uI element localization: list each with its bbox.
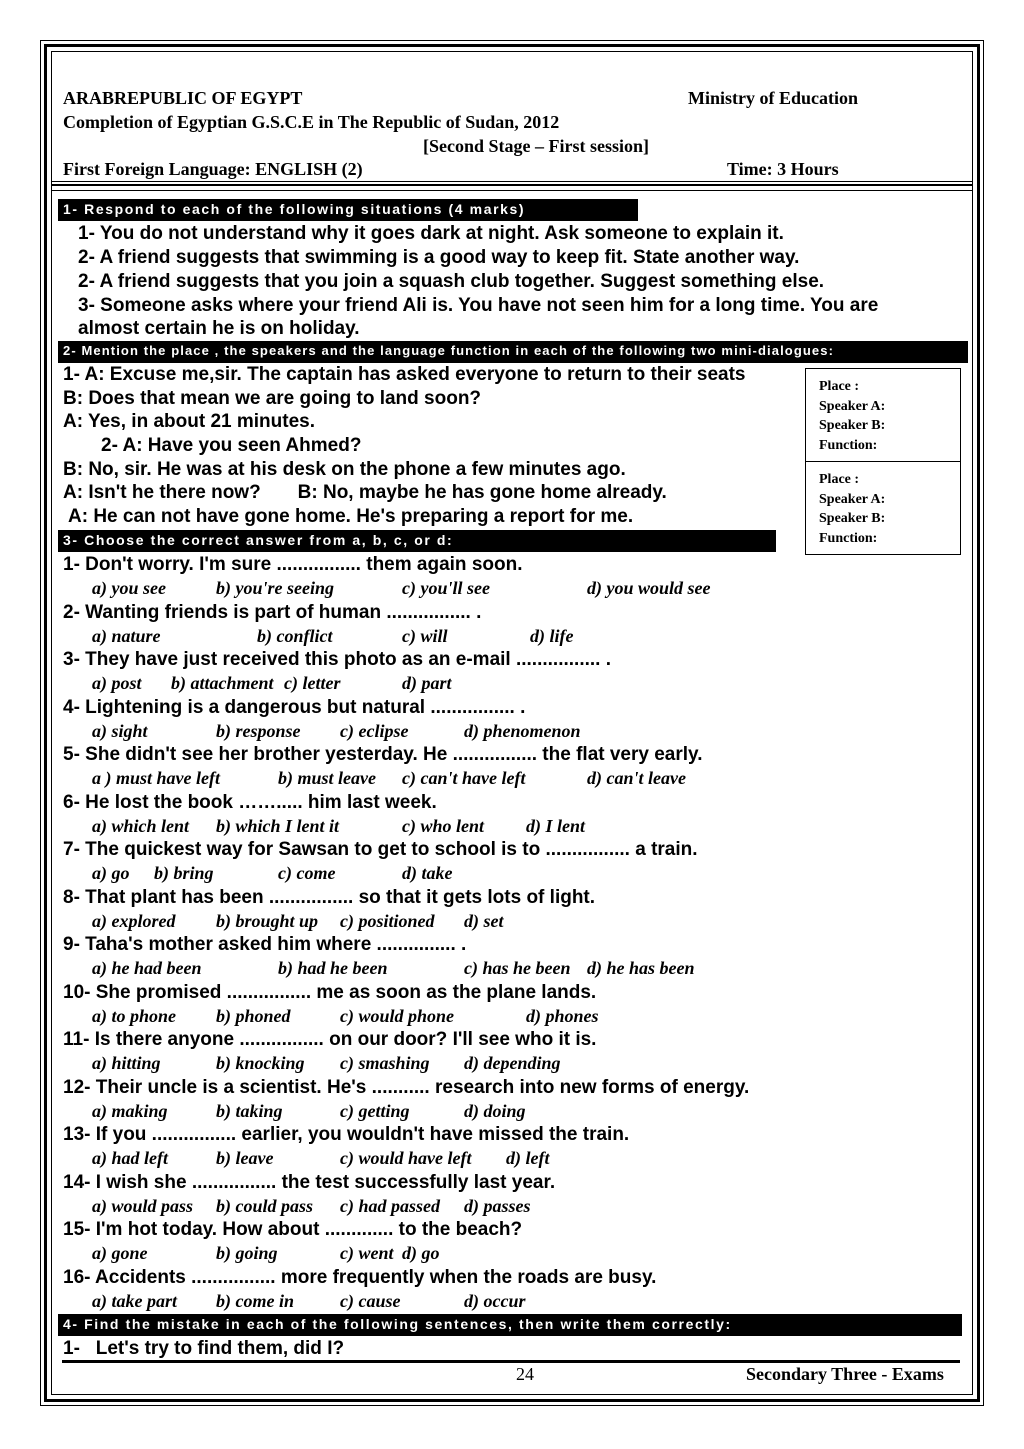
box1-speaker-b-label: Speaker B: bbox=[819, 418, 886, 433]
box1-place-label: Place : bbox=[819, 379, 860, 394]
q3-question-10-option-c: c) would phone bbox=[340, 1006, 455, 1026]
header-divider-2 bbox=[51, 184, 973, 186]
box2-function-label: Function: bbox=[819, 531, 878, 546]
q3-question-14-option-d: d) passes bbox=[464, 1196, 531, 1216]
box2-speaker-b-label: Speaker B: bbox=[819, 511, 886, 526]
q3-question-10-option-b: b) phoned bbox=[216, 1006, 291, 1026]
q3-question-15-option-b: b) going bbox=[216, 1243, 278, 1263]
q3-question-9-option-b: b) had he been bbox=[278, 958, 388, 978]
q3-question-9: 9- Taha's mother asked him where ............... . bbox=[63, 934, 467, 955]
q3-question-6-option-d: d) I lent bbox=[526, 816, 586, 836]
q3-question-13-option-d: d) left bbox=[506, 1148, 550, 1168]
header-ministry: Ministry of Education bbox=[688, 88, 859, 108]
q2-dialogue-1-line-1: 1- A: Excuse me,sir. The captain has asked everyone to return to their seats bbox=[63, 364, 746, 385]
q2-dialogue-1-line-3: A: Yes, in about 21 minutes. bbox=[63, 411, 315, 432]
q1-item-4: 3- Someone asks where your friend Ali is. You have not seen him for a long time. You are bbox=[78, 295, 879, 316]
q3-question-6-option-c: c) who lent bbox=[402, 816, 485, 836]
q1-heading: 1- Respond to each of the following situations (4 marks) bbox=[58, 199, 638, 221]
q3-question-12-option-b: b) taking bbox=[216, 1101, 283, 1121]
q3-heading: 3- Choose the correct answer from a, b, c, or d: bbox=[58, 530, 776, 552]
q3-question-6: 6- He lost the book ……..... him last week. bbox=[63, 792, 437, 813]
q3-question-1-option-c: c) you'll see bbox=[402, 578, 490, 598]
q3-question-4: 4- Lightening is a dangerous but natural ................ . bbox=[63, 697, 526, 718]
q3-question-16-option-a: a) take part bbox=[92, 1291, 177, 1311]
q3-question-8-option-d: d) set bbox=[464, 911, 504, 931]
q3-question-6-option-b: b) which I lent it bbox=[216, 816, 340, 836]
q3-question-2-option-b: b) conflict bbox=[257, 626, 333, 646]
q3-question-3-option-b: b) attachment bbox=[171, 673, 274, 693]
q3-question-3: 3- They have just received this photo as an e-mail ................ . bbox=[63, 649, 611, 670]
q3-question-15-option-c: c) went bbox=[340, 1243, 394, 1263]
q3-question-10: 10- She promised ................ me as soon as the plane lands. bbox=[63, 982, 597, 1003]
q3-question-7-option-b: b) bring bbox=[154, 863, 214, 883]
q3-question-13-option-a: a) had left bbox=[92, 1148, 168, 1168]
q3-question-7-option-d: d) take bbox=[402, 863, 453, 883]
q3-question-15-option-d: d) go bbox=[402, 1243, 440, 1263]
q3-question-1: 1- Don't worry. I'm sure ................ them again soon. bbox=[63, 554, 523, 575]
q2-answer-box-2 bbox=[805, 461, 961, 555]
q3-question-15-option-a: a) gone bbox=[92, 1243, 148, 1263]
q3-question-5-option-c: c) can't have left bbox=[402, 768, 526, 788]
q3-question-5-option-a: a ) must have left bbox=[92, 768, 220, 788]
q1-item-3: 2- A friend suggests that you join a squash club together. Suggest something else. bbox=[78, 271, 825, 292]
q3-question-2-option-a: a) nature bbox=[92, 626, 161, 646]
q2-dialogue-1-line-2: B: Does that mean we are going to land soon? bbox=[63, 388, 482, 409]
q3-question-8: 8- That plant has been ................ so that it gets lots of light. bbox=[63, 887, 596, 908]
q3-question-3-option-a: a) post bbox=[92, 673, 142, 693]
q2-dialogue-2-line-2: B: No, sir. He was at his desk on the phone a few minutes ago. bbox=[63, 459, 626, 480]
q3-question-1-option-b: b) you're seeing bbox=[216, 578, 334, 598]
page-number: 24 bbox=[516, 1364, 534, 1384]
q3-question-11-option-c: c) smashing bbox=[340, 1053, 430, 1073]
q3-question-1-option-a: a) you see bbox=[92, 578, 166, 598]
q3-question-12-option-d: d) doing bbox=[464, 1101, 526, 1121]
q2-dialogue-2-line-4: A: He can not have gone home. He's preparing a report for me. bbox=[68, 506, 634, 527]
q3-question-8-option-a: a) explored bbox=[92, 911, 176, 931]
q3-question-13-option-b: b) leave bbox=[216, 1148, 274, 1168]
q2-heading: 2- Mention the place , the speakers and the language function in each of the following two mini-dialogues: bbox=[58, 341, 968, 363]
header-country: ARABREPUBLIC OF EGYPT bbox=[63, 88, 303, 108]
header-exam-title: Completion of Egyptian G.S.C.E in The Republic of Sudan, 2012 bbox=[63, 112, 560, 132]
footer-series: Secondary Three - Exams bbox=[746, 1364, 944, 1384]
q1-item-4-continued: almost certain he is on holiday. bbox=[78, 318, 360, 339]
q3-question-4-option-b: b) response bbox=[216, 721, 301, 741]
q1-item-1: 1- You do not understand why it goes dark at night. Ask someone to explain it. bbox=[78, 223, 784, 244]
q3-question-12-option-c: c) getting bbox=[340, 1101, 410, 1121]
q3-question-8-option-b: b) brought up bbox=[216, 911, 319, 931]
q3-question-16-option-c: c) cause bbox=[340, 1291, 401, 1311]
q3-question-9-option-d: d) he has been bbox=[587, 958, 695, 978]
q3-question-3-option-d: d) part bbox=[402, 673, 452, 693]
q3-question-2-option-c: c) will bbox=[402, 626, 448, 646]
header-time: Time: 3 Hours bbox=[727, 159, 839, 179]
q1-item-2: 2- A friend suggests that swimming is a good way to keep fit. State another way. bbox=[78, 247, 800, 268]
q3-question-9-option-a: a) he had been bbox=[92, 958, 202, 978]
q3-question-15: 15- I'm hot today. How about ............. to the beach? bbox=[63, 1219, 523, 1240]
q3-question-11-option-b: b) knocking bbox=[216, 1053, 305, 1073]
q4-heading: 4- Find the mistake in each of the following sentences, then write them correctly: bbox=[58, 1314, 962, 1336]
q3-question-11-option-d: d) depending bbox=[464, 1053, 561, 1073]
q3-question-8-option-c: c) positioned bbox=[340, 911, 435, 931]
q3-question-7: 7- The quickest way for Sawsan to get to school is to ................ a train. bbox=[63, 839, 698, 860]
box2-place-label: Place : bbox=[819, 472, 860, 487]
q2-dialogue-2-line-3: A: Isn't he there now? B: No, maybe he has gone home already. bbox=[63, 482, 667, 503]
q3-question-7-option-a: a) go bbox=[92, 863, 130, 883]
q3-question-13-option-c: c) would have left bbox=[340, 1148, 472, 1168]
q3-question-9-option-c: c) has he been bbox=[464, 958, 571, 978]
q3-question-14-option-c: c) had passed bbox=[340, 1196, 440, 1216]
q2-answer-box-1 bbox=[805, 368, 961, 462]
q3-question-14-option-b: b) could pass bbox=[216, 1196, 314, 1216]
q3-question-4-option-d: d) phenomenon bbox=[464, 721, 581, 741]
q3-question-3-option-c: c) letter bbox=[284, 673, 341, 693]
box1-function-label: Function: bbox=[819, 438, 878, 453]
header-session: [Second Stage – First session] bbox=[423, 136, 649, 156]
q3-question-12: 12- Their uncle is a scientist. He's ........... research into new forms of energy. bbox=[63, 1077, 750, 1098]
q3-question-4-option-c: c) eclipse bbox=[340, 721, 409, 741]
q3-question-16-option-b: b) come in bbox=[216, 1291, 294, 1311]
q3-question-1-option-d: d) you would see bbox=[587, 578, 711, 598]
box2-speaker-a-label: Speaker A: bbox=[819, 492, 886, 507]
q3-question-11: 11- Is there anyone ................ on our door? I'll see who it is. bbox=[63, 1029, 597, 1050]
q3-question-11-option-a: a) hitting bbox=[92, 1053, 161, 1073]
q3-question-2: 2- Wanting friends is part of human ................ . bbox=[63, 602, 482, 623]
q3-question-14: 14- I wish she ................ the test successfully last year. bbox=[63, 1172, 556, 1193]
q3-question-12-option-a: a) making bbox=[92, 1101, 168, 1121]
q3-question-4-option-a: a) sight bbox=[92, 721, 148, 741]
q3-question-5-option-d: d) can't leave bbox=[587, 768, 686, 788]
q3-question-16: 16- Accidents ................ more frequently when the roads are busy. bbox=[63, 1267, 657, 1288]
q3-question-14-option-a: a) would pass bbox=[92, 1196, 194, 1216]
q3-question-6-option-a: a) which lent bbox=[92, 816, 190, 836]
header-divider-3 bbox=[51, 190, 973, 191]
q3-question-10-option-a: a) to phone bbox=[92, 1006, 177, 1026]
header-subject: First Foreign Language: ENGLISH (2) bbox=[63, 159, 363, 179]
q3-question-13: 13- If you ................ earlier, you wouldn't have missed the train. bbox=[63, 1124, 630, 1145]
q2-dialogue-2-line-1: 2- A: Have you seen Ahmed? bbox=[101, 435, 362, 456]
q3-question-2-option-d: d) life bbox=[530, 626, 574, 646]
q3-question-5: 5- She didn't see her brother yesterday. He ................ the flat very early. bbox=[63, 744, 703, 765]
q3-question-16-option-d: d) occur bbox=[464, 1291, 526, 1311]
q3-question-10-option-d: d) phones bbox=[526, 1006, 599, 1026]
q4-sentence-1: 1- Let's try to find them, did I? bbox=[63, 1338, 345, 1359]
q3-question-5-option-b: b) must leave bbox=[278, 768, 376, 788]
box1-speaker-a-label: Speaker A: bbox=[819, 399, 886, 414]
q3-question-7-option-c: c) come bbox=[278, 863, 336, 883]
header-divider-1 bbox=[51, 181, 973, 182]
